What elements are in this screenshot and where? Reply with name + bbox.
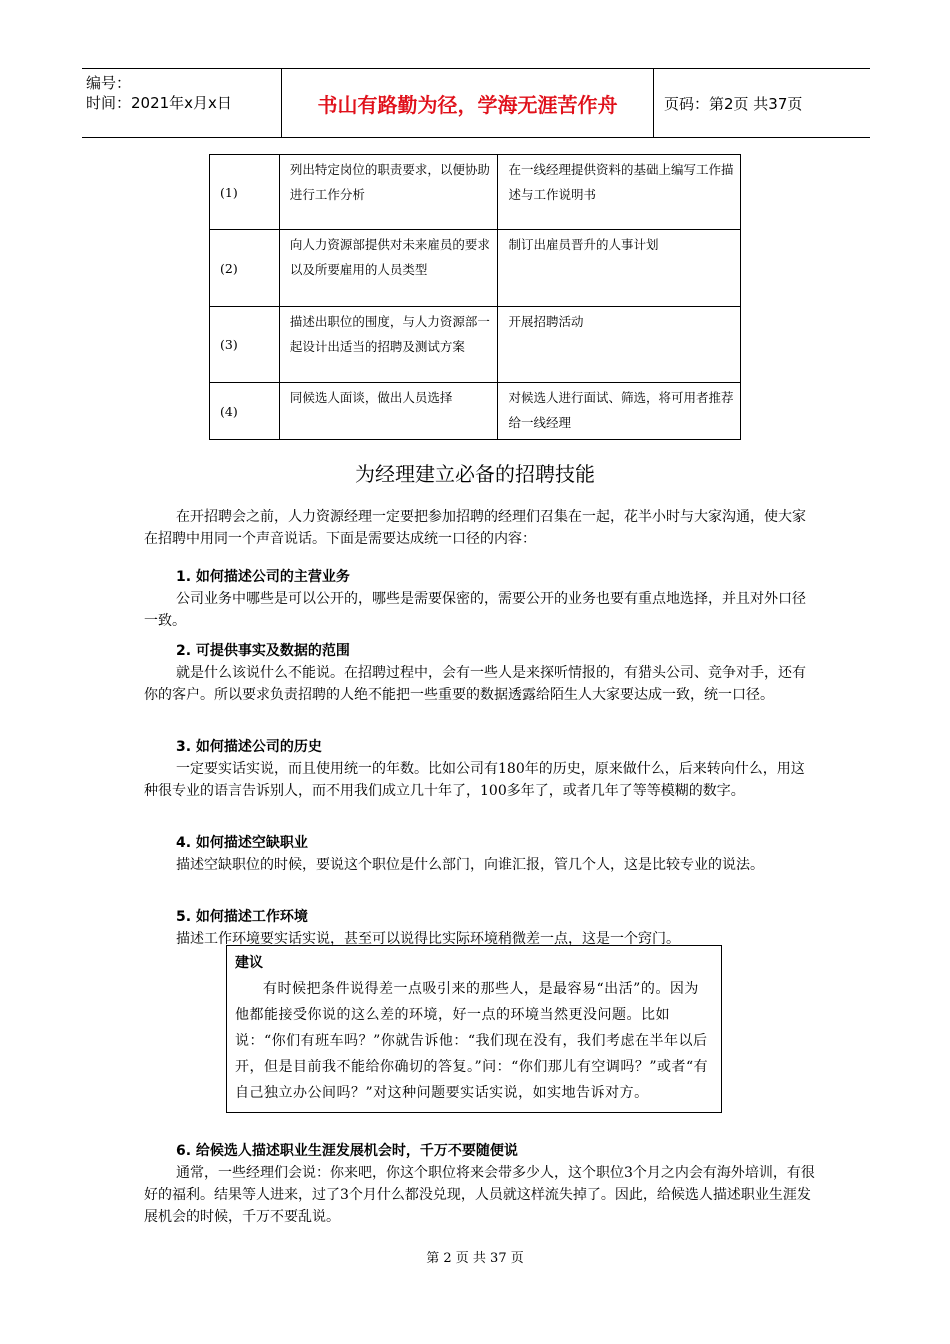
- manager-duty-cell: 同候选人面谈，做出人员选择: [279, 383, 498, 440]
- hr-duty-cell: 开展招聘活动: [498, 307, 741, 383]
- advice-title: 建议: [235, 955, 263, 971]
- section-4: [144, 832, 816, 876]
- row-number: (4): [210, 383, 280, 440]
- section-text: 描述空缺职位的时候，要说这个职位是什么部门，向谁汇报，管几个人，这是比较专业的说法。: [176, 857, 764, 873]
- row-number: (3): [210, 307, 280, 383]
- row-number: (2): [210, 230, 280, 307]
- section-title: 为经理建立必备的招聘技能: [355, 462, 595, 486]
- header-left: [82, 69, 282, 137]
- table-row: [210, 230, 741, 307]
- page-header: [82, 68, 870, 138]
- serial-label: 编号：: [86, 74, 132, 92]
- section-heading: 1. 如何描述公司的主营业务: [176, 569, 350, 585]
- advice-text: 有时候把条件说得差一点吸引来的那些人，是最容易“出活”的。因为他都能接受你说的这么差的环境，好一点的环境当然更没问题。比如说：“你们有班车吗？”你就告诉他：“我们现在没有，我们考虑在半年以后开，但是目前我不能给你确切的答复。”问：“你们那儿有空调吗？”或者“有自己独立办公间吗？”对这种问题要实话实说，如实地告诉对方。: [235, 981, 709, 1101]
- section-text: 公司业务中哪些是可以公开的，哪些是需要保密的，需要公开的业务也要有重点地选择，并且对外口径一致。: [144, 591, 806, 629]
- section-heading: 5. 如何描述工作环境: [176, 909, 308, 925]
- section-text: 一定要实话实说，而且使用统一的年数。比如公司有180年的历史，原来做什么，后来转向什么，用这种很专业的语言告诉别人，而不用我们成立几十年了，100多年了，或者几年了等等模糊的数字。: [144, 761, 805, 799]
- section-text: 描述工作环境要实话实说，甚至可以说得比实际环境稍微差一点，这是一个窍门。: [176, 931, 680, 947]
- section-5: [144, 906, 816, 950]
- hr-duty-cell: 对候选人进行面试、筛选，将可用者推荐给一线经理: [498, 383, 741, 440]
- section-1: [144, 566, 816, 632]
- section-heading: 6. 给候选人描述职业生涯发展机会时，千万不要随便说: [176, 1143, 518, 1159]
- hr-duty-cell: 在一线经理提供资料的基础上编写工作描述与工作说明书: [498, 155, 741, 230]
- time-label: 时间：2021年x月x日: [86, 94, 232, 112]
- section-heading: 2. 可提供事实及数据的范围: [176, 643, 350, 659]
- header-page-info: 页码：第2页 共37页: [664, 94, 803, 113]
- manager-duty-cell: 描述出职位的围度，与人力资源部一起设计出适当的招聘及测试方案: [279, 307, 498, 383]
- table-row: [210, 383, 741, 440]
- section-3: [144, 736, 816, 802]
- section-6: [144, 1140, 816, 1228]
- section-text: 通常，一些经理们会说：你来吧，你这个职位将来会带多少人，这个职位3个月之内会有海外培训，有很好的福利。结果等人进来，过了3个月什么都没兑现，人员就这样流失掉了。因此，给候选人描述职业生涯发展机会的时候，千万不要乱说。: [144, 1165, 815, 1225]
- manager-duty-cell: 向人力资源部提供对未来雇员的要求以及所要雇用的人员类型: [279, 230, 498, 307]
- header-motto: 书山有路勤为径，学海无涯苦作舟: [282, 69, 654, 137]
- row-number: (1): [210, 155, 280, 230]
- section-2: [144, 640, 816, 706]
- intro-block: [144, 506, 816, 550]
- section-heading: 4. 如何描述空缺职业: [176, 835, 308, 851]
- table-row: [210, 155, 741, 230]
- hr-duty-cell: 制订出雇员晋升的人事计划: [498, 230, 741, 307]
- section-text: 就是什么该说什么不能说。在招聘过程中，会有一些人是来探听情报的，有猎头公司、竞争对手，还有你的客户。所以要求负责招聘的人绝不能把一些重要的数据透露给陌生人大家要达成一致，统一口径。: [144, 665, 806, 703]
- table-row: [210, 307, 741, 383]
- manager-duty-cell: 列出特定岗位的职责要求，以便协助进行工作分析: [279, 155, 498, 230]
- advice-box: [226, 945, 722, 1113]
- responsibility-table: [209, 154, 741, 440]
- section-heading: 3. 如何描述公司的历史: [176, 739, 322, 755]
- page-footer: 第 2 页 共 37 页: [426, 1251, 524, 1266]
- intro-paragraph: 在开招聘会之前，人力资源经理一定要把参加招聘的经理们召集在一起，花半小时与大家沟通，使大家在招聘中用同一个声音说话。下面是需要达成统一口径的内容：: [144, 509, 806, 547]
